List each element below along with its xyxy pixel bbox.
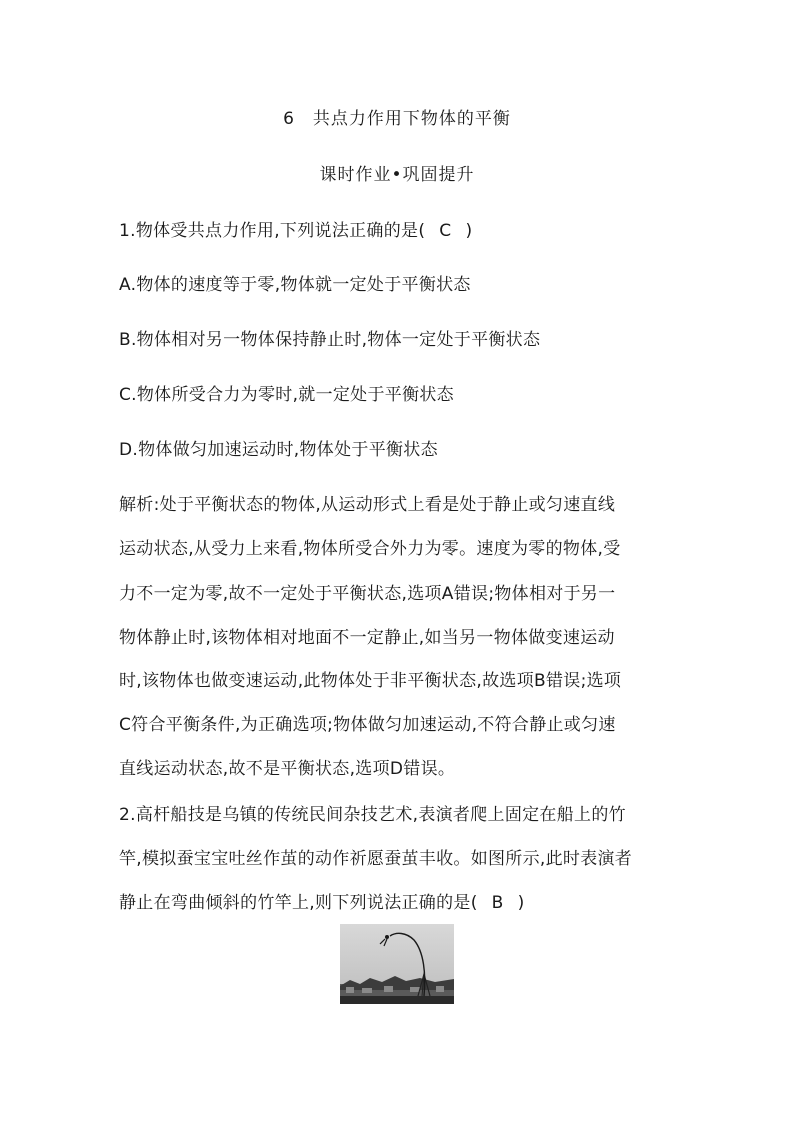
analysis-line: 直线运动状态,故不是平衡状态,选项D错误。 — [119, 759, 456, 779]
analysis-line: 运动状态,从受力上来看,物体所受合外力为零。速度为零的物体,受 — [119, 539, 621, 559]
analysis-line: 时,该物体也做变速运动,此物体处于非平衡状态,故选项B错误;选项 — [119, 671, 622, 691]
question-2-answer: B — [491, 893, 504, 913]
question-1-option-d: D.物体做匀加速运动时,物体处于平衡状态 — [119, 440, 438, 460]
analysis-line: 物体静止时,该物体相对地面不一定静止,如当另一物体做变速运动 — [119, 628, 615, 648]
question-1-option-b: B.物体相对另一物体保持静止时,物体一定处于平衡状态 — [119, 330, 541, 350]
page-title: 6 共点力作用下物体的平衡 — [283, 109, 511, 129]
analysis-line: 解析:处于平衡状态的物体,从运动形式上看是处于静止或匀速直线 — [119, 495, 616, 515]
page-subtitle: 课时作业•巩固提升 — [319, 165, 475, 185]
question-1-answer: C — [439, 221, 452, 241]
question-1-stem-text: 1.物体受共点力作用,下列说法正确的是( — [119, 221, 426, 241]
analysis-line: 力不一定为零,故不一定处于平衡状态,选项A错误;物体相对于另一 — [119, 584, 616, 604]
question-2-line: 2.高杆船技是乌镇的传统民间杂技艺术,表演者爬上固定在船上的竹 — [119, 805, 626, 825]
question-1-stem — [119, 216, 472, 241]
analysis-line: C符合平衡条件,为正确选项;物体做匀加速运动,不符合静止或匀速 — [119, 715, 616, 735]
question-2-stem-text: 静止在弯曲倾斜的竹竿上,则下列说法正确的是( — [119, 893, 478, 913]
performer-photo — [340, 924, 454, 1004]
question-1-option-c: C.物体所受合力为零时,就一定处于平衡状态 — [119, 385, 454, 405]
question-2-stem-close: ) — [517, 893, 525, 913]
question-1-stem-close: ) — [465, 221, 473, 241]
question-2-line: 竿,模拟蚕宝宝吐丝作茧的动作祈愿蚕茧丰收。如图所示,此时表演者 — [119, 849, 633, 869]
question-1-option-a: A.物体的速度等于零,物体就一定处于平衡状态 — [119, 275, 471, 295]
question-2-stem — [119, 888, 525, 913]
